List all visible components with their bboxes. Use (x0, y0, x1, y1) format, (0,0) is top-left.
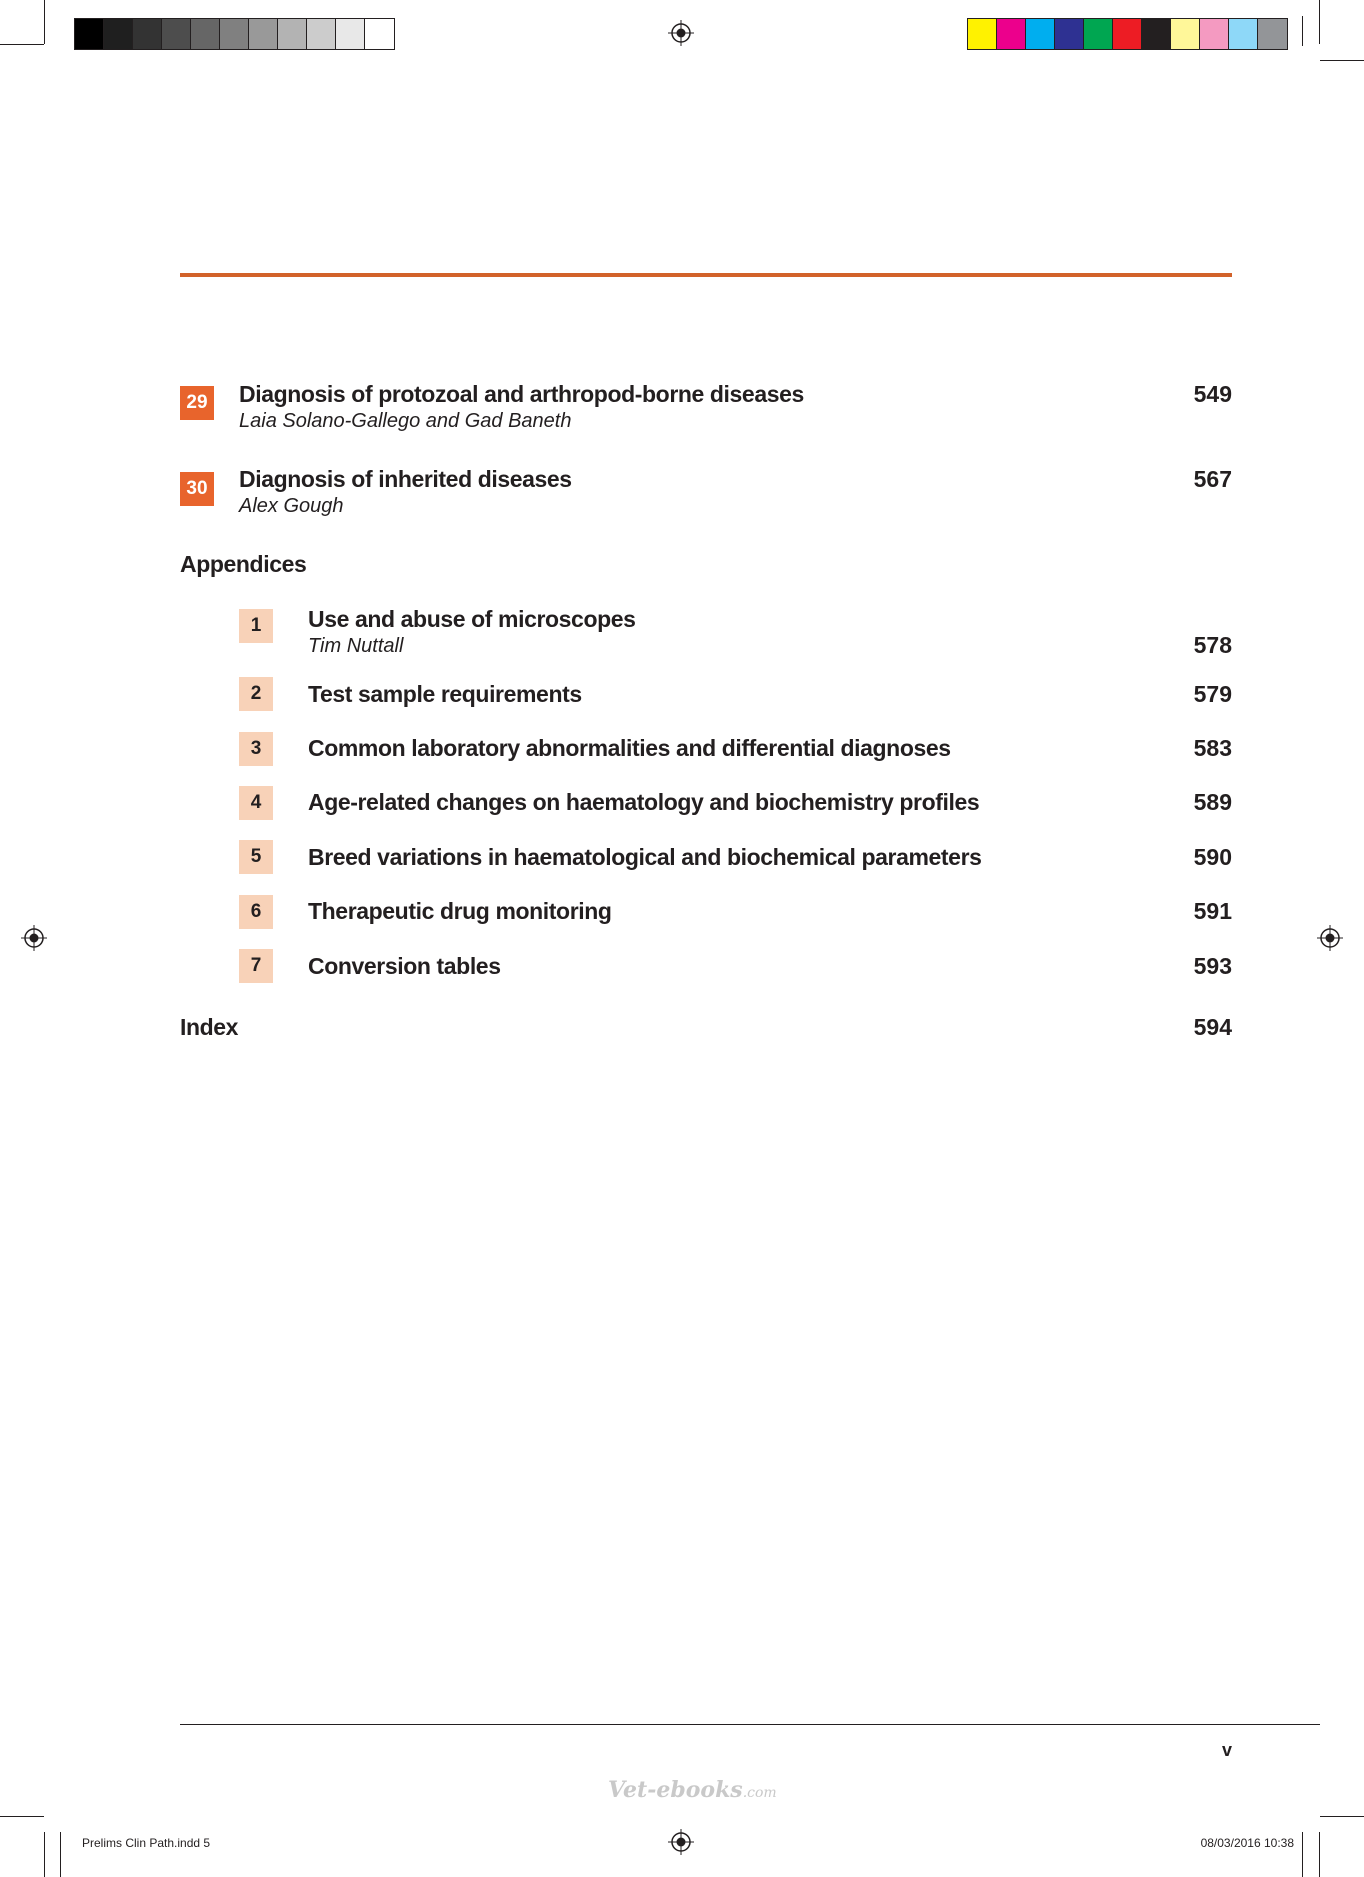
chapter-page-number[interactable]: 567 (1193, 466, 1232, 492)
crop-mark (1319, 0, 1320, 44)
crop-mark (44, 1832, 45, 1877)
appendix-author: Tim Nuttall (308, 635, 404, 657)
process-color-bar (967, 18, 1288, 50)
chapter-author: Laia Solano-Gallego and Gad Baneth (239, 410, 572, 432)
slug-datetime: 08/03/2016 10:38 (1200, 1836, 1294, 1850)
header-rule (180, 273, 1232, 277)
appendices-heading: Appendices (180, 551, 307, 577)
appendix-number-badge: 3 (239, 732, 273, 766)
color-swatch (1258, 19, 1287, 49)
appendix-page-number[interactable]: 591 (1193, 898, 1232, 924)
appendix-title[interactable]: Test sample requirements (308, 681, 582, 707)
appendix-number-badge: 6 (239, 895, 273, 929)
chapter-number-badge: 30 (180, 472, 214, 506)
appendix-number-badge: 5 (239, 840, 273, 874)
appendix-page-number[interactable]: 578 (1193, 632, 1232, 658)
index-heading[interactable]: Index (180, 1014, 239, 1040)
appendix-title[interactable]: Conversion tables (308, 953, 501, 979)
color-swatch (1229, 19, 1258, 49)
registration-mark-icon (668, 20, 694, 46)
folio-page-number: v (1221, 1740, 1232, 1760)
color-swatch (133, 19, 162, 49)
appendix-number-badge: 4 (239, 786, 273, 820)
watermark-text: Vet-ebooks (608, 1777, 743, 1803)
crop-mark (1302, 16, 1303, 46)
chapter-number-badge: 29 (180, 386, 214, 420)
crop-mark (0, 1816, 44, 1817)
crop-mark (44, 0, 45, 44)
appendix-title[interactable]: Common laboratory abnormalities and differential diagnoses (308, 735, 951, 761)
color-swatch (307, 19, 336, 49)
color-swatch (162, 19, 191, 49)
appendix-page-number[interactable]: 593 (1193, 953, 1232, 979)
footer-rule (180, 1724, 1320, 1725)
color-swatch (336, 19, 365, 49)
appendix-number-badge: 7 (239, 949, 273, 983)
registration-mark-icon (668, 1829, 694, 1855)
appendix-page-number[interactable]: 579 (1193, 681, 1232, 707)
index-page-number[interactable]: 594 (1193, 1014, 1232, 1040)
color-swatch (75, 19, 104, 49)
appendix-number-badge: 1 (239, 609, 273, 643)
color-swatch (1171, 19, 1200, 49)
registration-mark-icon (21, 925, 47, 951)
crop-mark (1320, 1816, 1364, 1817)
watermark-suffix: .com (742, 1785, 777, 1801)
color-swatch (249, 19, 278, 49)
slug-filename: Prelims Clin Path.indd 5 (82, 1836, 211, 1850)
appendix-page-number[interactable]: 589 (1193, 789, 1232, 815)
chapter-author: Alex Gough (239, 495, 344, 517)
chapter-page-number[interactable]: 549 (1193, 381, 1232, 407)
crop-mark (0, 44, 44, 45)
color-swatch (997, 19, 1026, 49)
appendix-page-number[interactable]: 583 (1193, 735, 1232, 761)
color-swatch (1200, 19, 1229, 49)
watermark-logo (608, 1777, 777, 1803)
appendix-page-number[interactable]: 590 (1193, 844, 1232, 870)
color-swatch (278, 19, 307, 49)
color-swatch (104, 19, 133, 49)
color-swatch (365, 19, 394, 49)
chapter-title[interactable]: Diagnosis of inherited diseases (239, 466, 572, 492)
color-swatch (968, 19, 997, 49)
color-swatch (1026, 19, 1055, 49)
chapter-title[interactable]: Diagnosis of protozoal and arthropod-borne diseases (239, 381, 804, 407)
color-swatch (220, 19, 249, 49)
appendix-number-badge: 2 (239, 677, 273, 711)
color-swatch (1142, 19, 1171, 49)
appendix-title[interactable]: Breed variations in haematological and biochemical parameters (308, 844, 982, 870)
crop-mark (1320, 60, 1364, 61)
crop-mark (60, 1832, 61, 1877)
crop-mark (1302, 1832, 1303, 1877)
appendix-title[interactable]: Use and abuse of microscopes (308, 606, 636, 632)
color-swatch (191, 19, 220, 49)
appendix-title[interactable]: Therapeutic drug monitoring (308, 898, 612, 924)
appendix-title[interactable]: Age-related changes on haematology and biochemistry profiles (308, 789, 980, 815)
color-swatch (1055, 19, 1084, 49)
crop-mark (1319, 1832, 1320, 1877)
registration-mark-icon (1317, 925, 1343, 951)
color-swatch (1084, 19, 1113, 49)
color-swatch (1113, 19, 1142, 49)
grayscale-color-bar (74, 18, 395, 50)
